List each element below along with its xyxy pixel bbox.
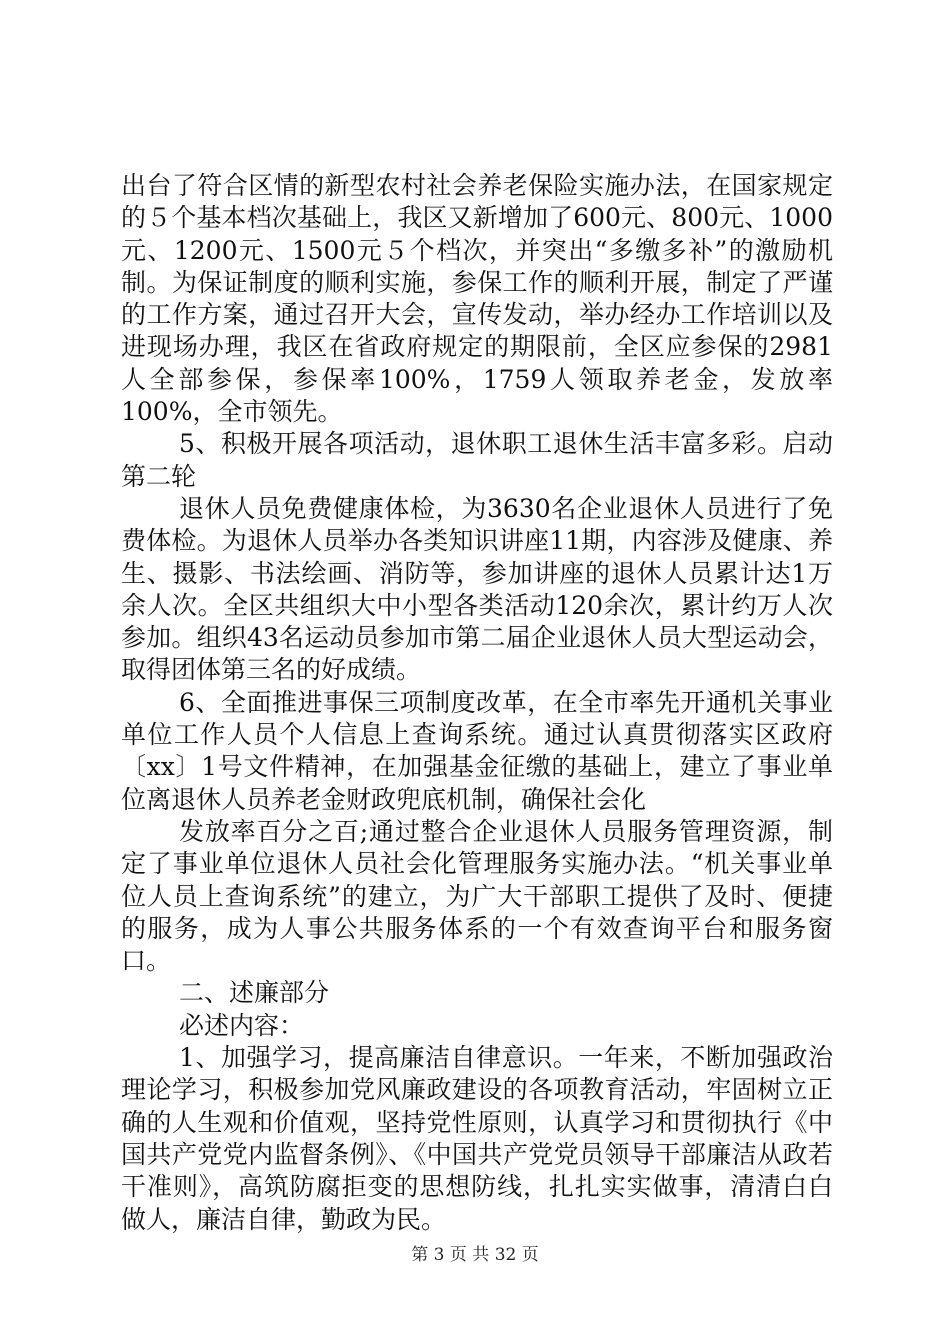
document-body — [121, 170, 833, 1236]
paragraph-4: 6、全面推进事保三项制度改革，在全市率先开通机关事业单位工作人员个人信息上查询系统。通过认真贯彻落实区政府〔xx〕1号文件精神，在加强基金征缴的基础上，建立了事业单位离退休人员养老金财政兜底机制，确保社会化 — [121, 687, 833, 814]
page-footer: 第 3 页 共 32 页 — [411, 1245, 539, 1265]
paragraph-1: 出台了符合区情的新型农村社会养老保险实施办法，在国家规定的５个基本档次基础上，我区又新增加了600元、800元、1000元、1200元、1500元５个档次，并突出“多缴多补”的激励机制。为保证制度的顺利实施，参保工作的顺利开展，制定了严谨的工作方案，通过召开大会，宣传发动，举办经办工作培训以及进现场办理，我区在省政府规定的期限前，全区应参保的2981人全部参保，参保率100%，1759人领取养老金，发放率100%，全市领先。 — [121, 171, 833, 427]
paragraph-8: 1、加强学习，提高廉洁自律意识。一年来，不断加强政治理论学习，积极参加党风廉政建设的各项教育活动，牢固树立正确的人生观和价值观，坚持党性原则，认真学习和贯彻执行《中国共产党党内监督条例》、《中国共产党党员领导干部廉洁从政若干准则》，高筑防腐拒变的思想防线，扎扎实实做事，清清白白做人，廉洁自律，勤政为民。 — [121, 1043, 833, 1234]
paragraph-2: 5、积极开展各项活动，退休职工退休生活丰富多彩。启动第二轮 — [121, 429, 833, 491]
subsection-label: 必述内容： — [179, 1010, 305, 1040]
section-heading: 二、述廉部分 — [179, 978, 330, 1008]
paragraph-5: 发放率百分之百;通过整合企业退休人员服务管理资源，制定了事业单位退休人员社会化管理服务实施办法。“机关事业单位人员上查询系统”的建立，为广大干部职工提供了及时、便捷的服务，成为人事公共服务体系的一个有效查询平台和服务窗口。 — [121, 816, 833, 976]
paragraph-3: 退休人员免费健康体检，为3630名企业退休人员进行了免费体检。为退休人员举办各类知识讲座11期，内容涉及健康、养生、摄影、书法绘画、消防等，参加讲座的退休人员累计达1万余人次。全区共组织大中小型各类活动120余次，累计约万人次参加。组织43名运动员参加市第二届企业退休人员大型运动会，取得团体第三名的好成绩。 — [121, 493, 833, 685]
